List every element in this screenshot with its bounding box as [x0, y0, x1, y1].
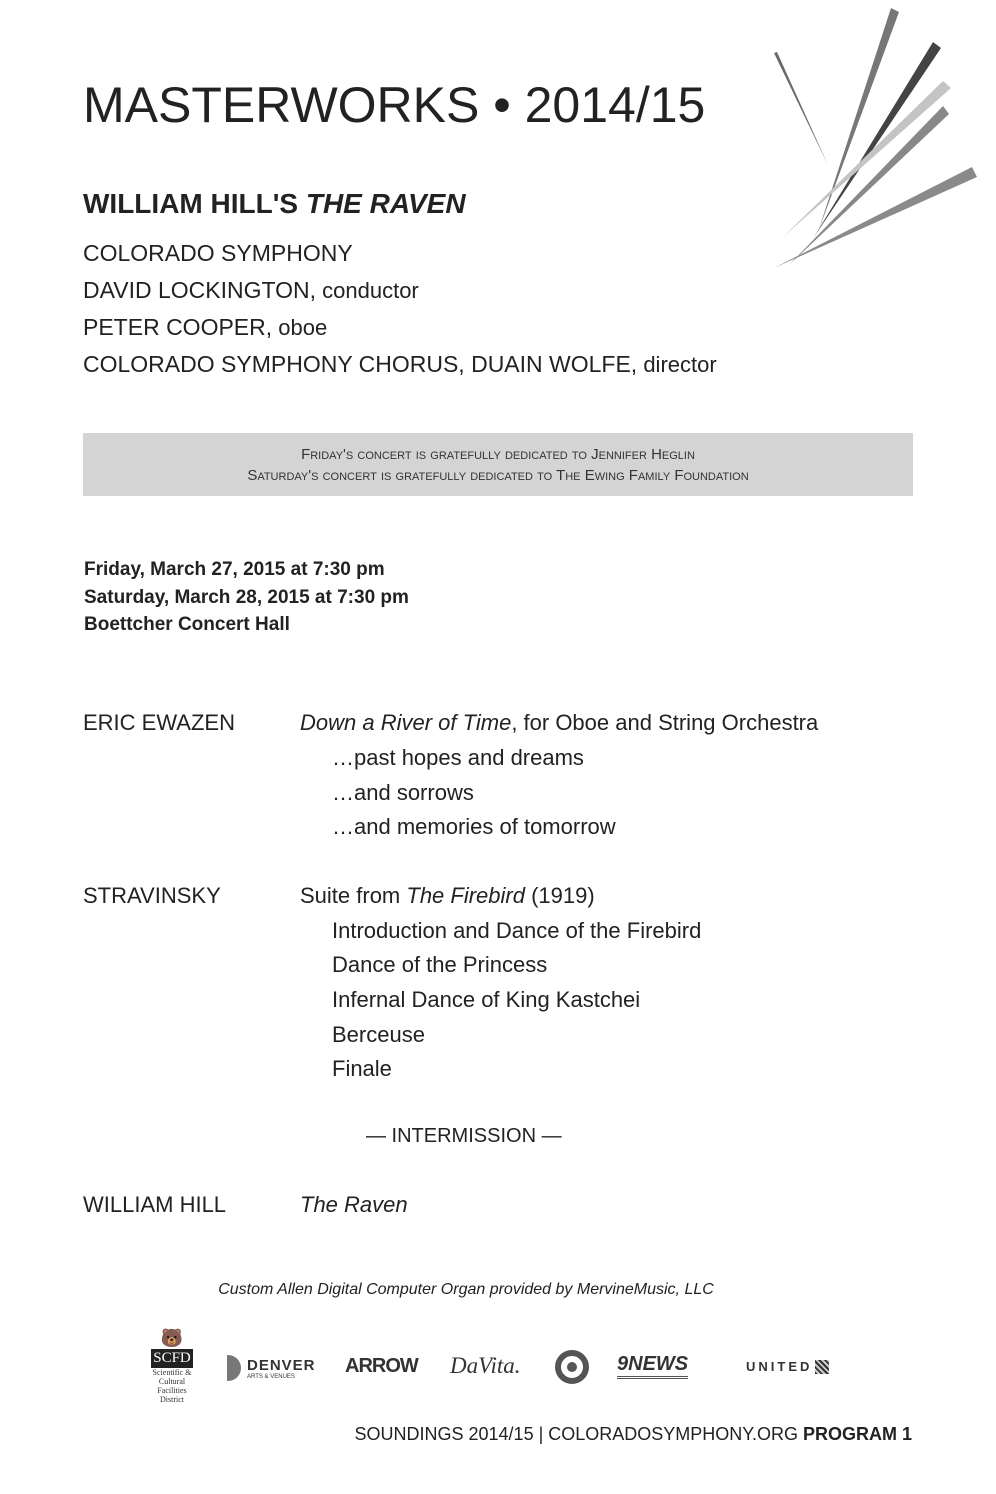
work-name: Down a River of Time: [300, 710, 512, 735]
movement: Dance of the Princess: [332, 952, 548, 977]
united-globe-icon: [815, 1360, 829, 1374]
credit-name: DAVID LOCKINGTON,: [83, 277, 317, 303]
work-name: The Raven: [300, 1192, 408, 1217]
page-label: PROGRAM 1: [802, 1424, 912, 1444]
credit-name: COLORADO SYMPHONY: [83, 240, 353, 266]
movement: Introduction and Dance of the Firebird: [332, 918, 702, 943]
subtitle-work: THE RAVEN: [305, 188, 466, 219]
credit-line: [83, 277, 419, 304]
work-name: The Firebird: [406, 883, 525, 908]
bullseye-icon: [555, 1350, 589, 1384]
work-title: [300, 710, 818, 736]
scfd-mark: SCFD: [153, 1350, 191, 1366]
bear-icon: 🐻: [160, 1328, 184, 1348]
scfd-logo: [148, 1328, 196, 1404]
organ-note: Custom Allen Digital Computer Organ provided by MervineMusic, LLC: [218, 1281, 714, 1298]
dedication-line: Friday's concert is gratefully dedicated to Jennifer Heglin: [301, 446, 695, 463]
denver-name: DENVER: [247, 1356, 316, 1374]
movement: Finale: [332, 1056, 392, 1081]
credit-role: conductor: [316, 278, 419, 303]
scfd-subtitle: Scientific & Cultural Facilities District: [152, 1368, 192, 1404]
dedication-line: Saturday's concert is gratefully dedicated to The Ewing Family Foundation: [247, 467, 749, 484]
subtitle-prefix: WILLIAM HILL'S: [83, 188, 306, 219]
page-footer: [355, 1424, 913, 1445]
credit-line: [83, 240, 353, 267]
credit-name: COLORADO SYMPHONY CHORUS, DUAIN WOLFE,: [83, 351, 638, 377]
date-line: Friday, March 27, 2015 at 7:30 pm: [84, 559, 385, 580]
united-name: UNITED: [746, 1359, 813, 1374]
intermission: — INTERMISSION —: [366, 1125, 562, 1147]
credit-role: oboe: [272, 315, 328, 340]
movement: Infernal Dance of King Kastchei: [332, 987, 641, 1012]
movement: Berceuse: [332, 1022, 425, 1047]
venue: Boettcher Concert Hall: [84, 614, 290, 635]
work-detail: , for Oboe and String Orchestra: [511, 710, 819, 735]
united-logo: [746, 1359, 829, 1374]
movement: …past hopes and dreams: [332, 745, 584, 770]
credit-role: director: [637, 352, 717, 377]
composer: STRAVINSKY: [83, 883, 221, 908]
movement: …and memories of tomorrow: [332, 814, 616, 839]
work-title: [300, 883, 595, 909]
work-prefix: Suite from: [300, 883, 407, 908]
date-line: Saturday, March 28, 2015 at 7:30 pm: [84, 587, 409, 608]
9news-logo: 9NEWS: [617, 1353, 688, 1379]
denver-sub: ARTS & VENUES: [247, 1373, 295, 1380]
target-logo: [555, 1350, 589, 1384]
work-detail: (1919): [524, 883, 595, 908]
denver-arts-logo: [227, 1355, 316, 1381]
footer-text: SOUNDINGS 2014/15 | COLORADOSYMPHONY.ORG: [354, 1424, 803, 1444]
composer: WILLIAM HILL: [83, 1192, 227, 1217]
arrow-logo: ARROW: [345, 1355, 418, 1377]
page-title: MASTERWORKS • 2014/15: [83, 77, 706, 133]
concert-title: [83, 188, 466, 220]
denver-mark-icon: [227, 1355, 241, 1381]
davita-logo: DaVita.: [450, 1353, 521, 1378]
dedication-box: [83, 433, 913, 496]
movement: …and sorrows: [332, 780, 474, 805]
work-title: [300, 1192, 408, 1218]
credit-line: [83, 351, 717, 378]
credit-name: PETER COOPER,: [83, 314, 273, 340]
decorative-streaks-graphic: [760, 0, 996, 290]
composer: ERIC EWAZEN: [83, 710, 235, 735]
credit-line: [83, 314, 327, 341]
